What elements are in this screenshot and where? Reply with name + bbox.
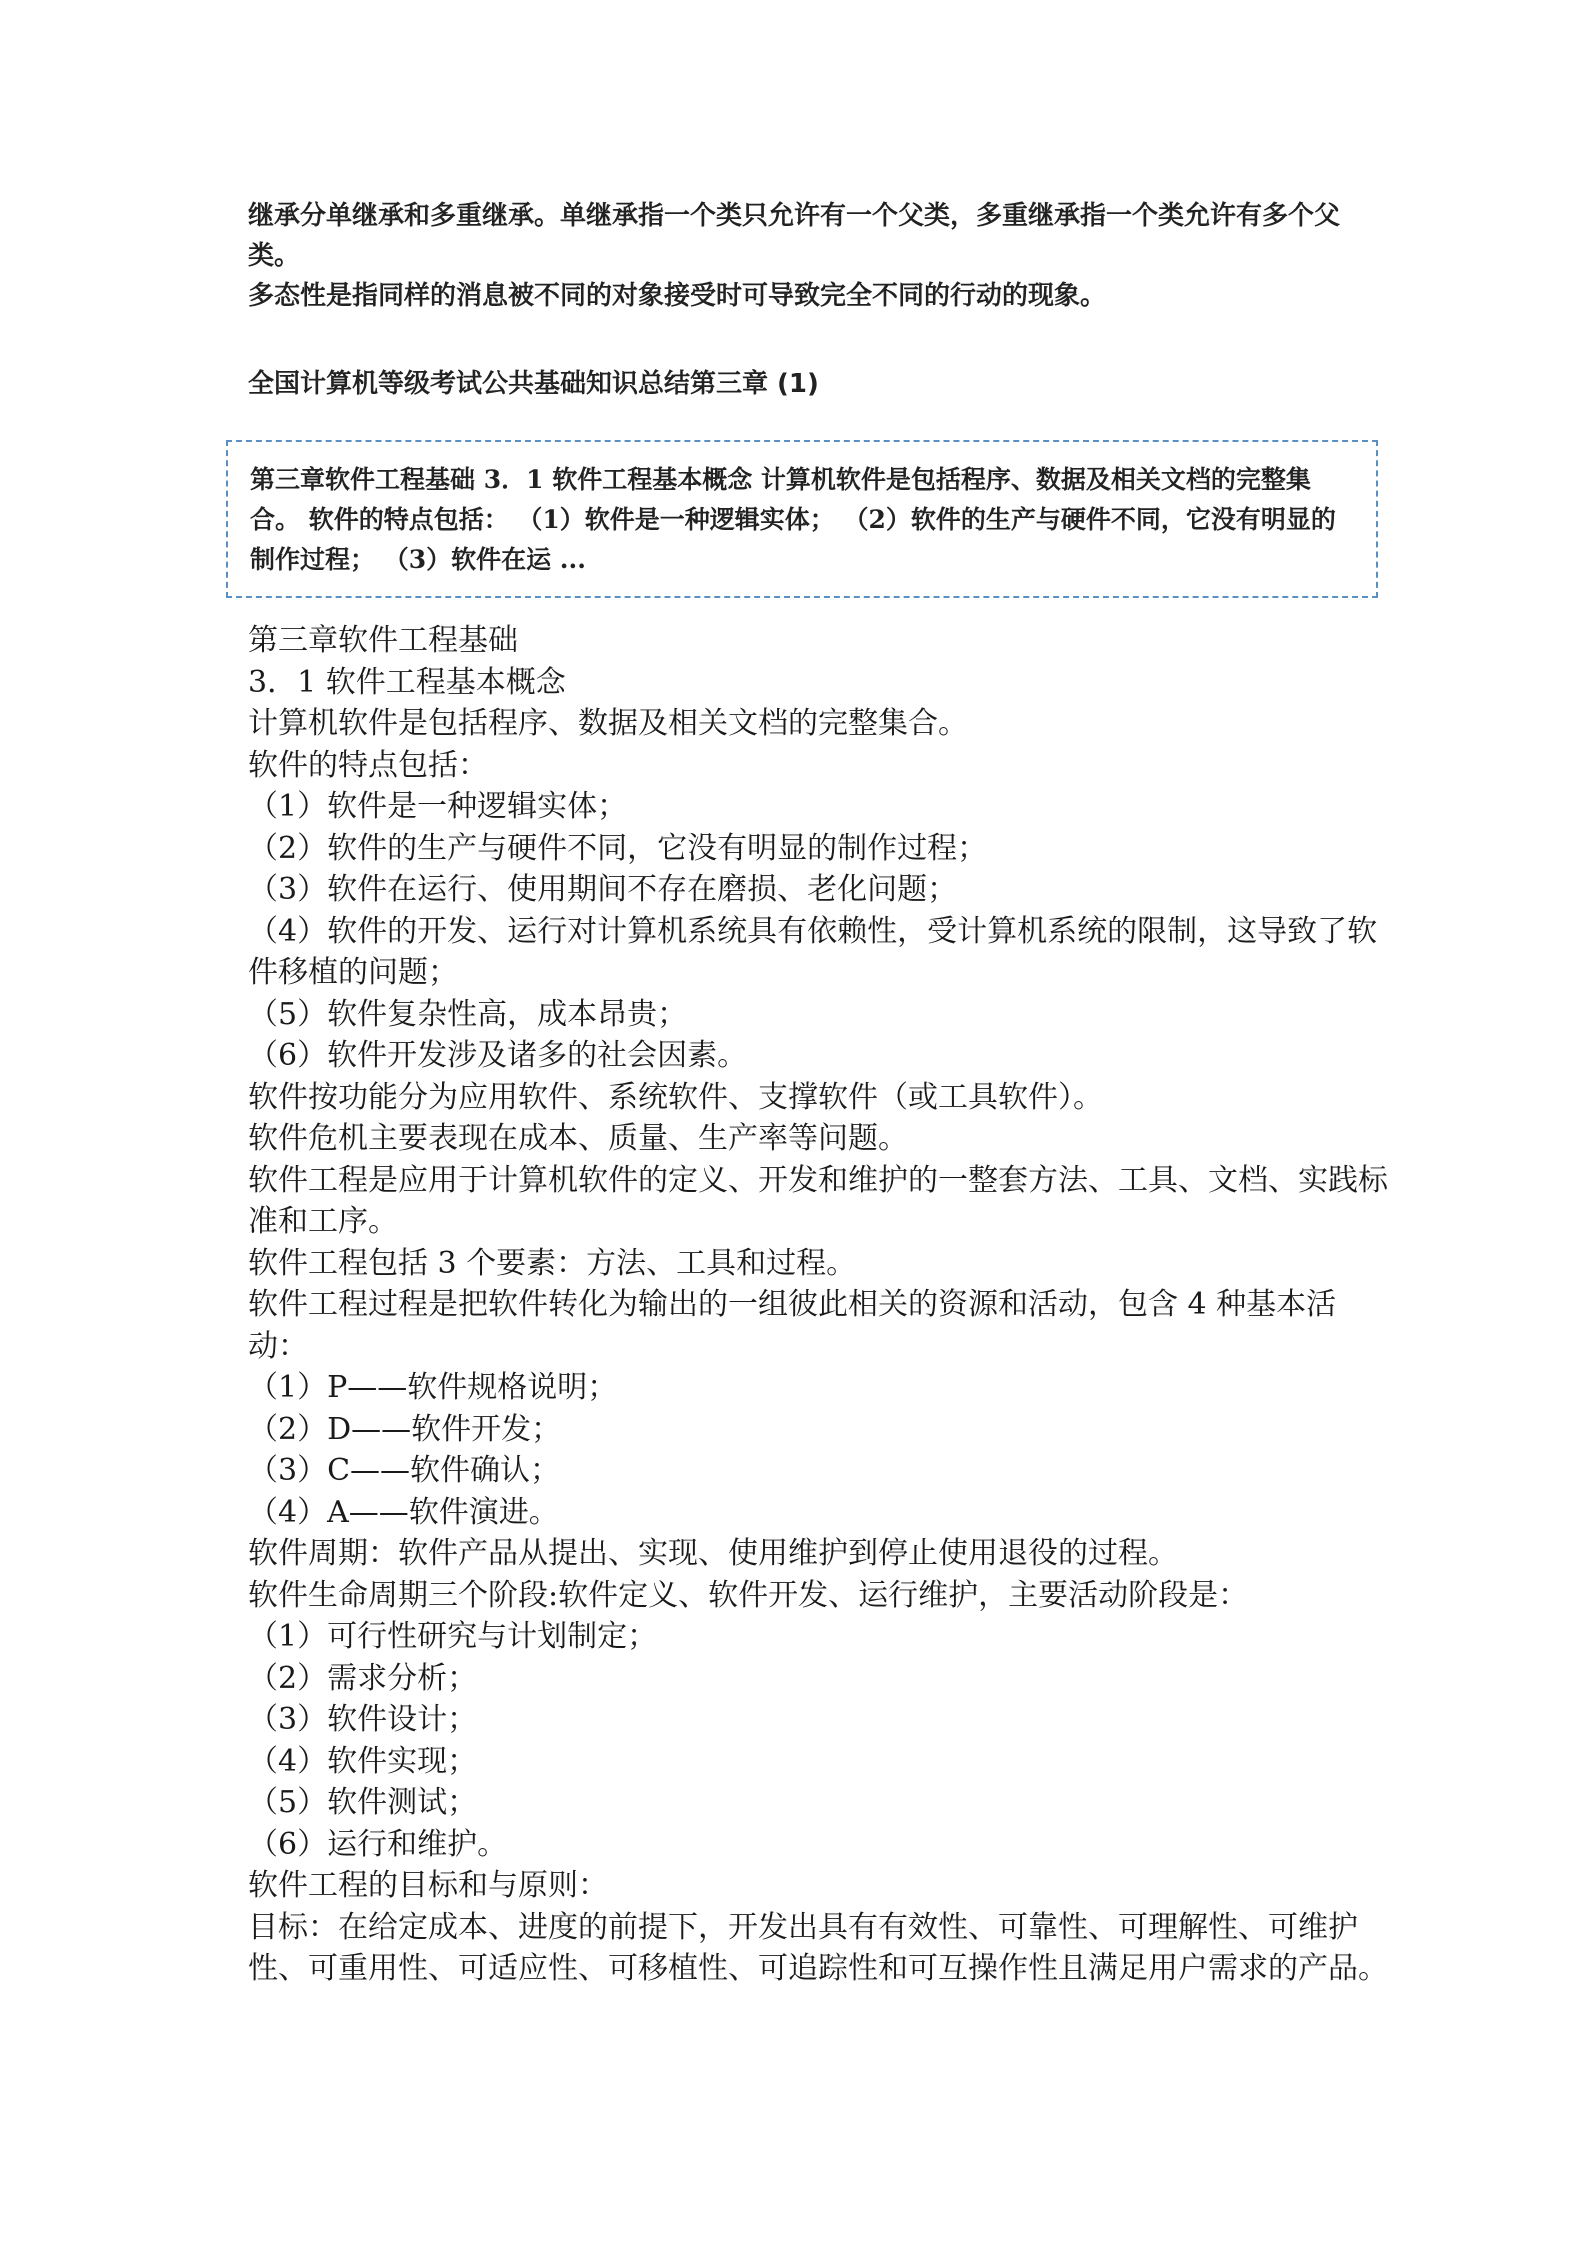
body-line: （4）软件实现； <box>248 1743 478 1779</box>
body-line: （6）软件开发涉及诸多的社会因素。 <box>248 1038 748 1073</box>
body-line: （4）A——软件演进。 <box>248 1494 559 1530</box>
body-line: （2）需求分析； <box>248 1660 478 1696</box>
body-line: （5）软件复杂性高，成本昂贵； <box>248 996 688 1032</box>
body-line: （5）软件测试； <box>248 1785 478 1820</box>
body-line: （1）可行性研究与计划制定； <box>248 1619 658 1654</box>
body-line: （1）P——软件规格说明； <box>248 1370 618 1405</box>
body-line: 软件工程的目标和与原则： <box>248 1868 608 1903</box>
body-line: （3）软件在运行、使用期间不存在磨损、老化问题； <box>248 872 958 907</box>
intro-line: 继承分单继承和多重继承。单继承指一个类只允许有一个父类，多重继承指一个类允许有多个父类。 <box>248 201 1341 271</box>
body-line: （2）软件的生产与硬件不同，它没有明显的制作过程； <box>248 830 988 866</box>
body-line: （3）软件设计； <box>248 1702 478 1737</box>
intro-line: 多态性是指同样的消息被不同的对象接受时可导致完全不同的行动的现象。 <box>248 281 1107 311</box>
body-line: 软件周期：软件产品从提出、实现、使用维护到停止使用退役的过程。 <box>248 1536 1178 1571</box>
body-line: （6）运行和维护。 <box>248 1826 508 1862</box>
body-line: （2）D——软件开发； <box>248 1411 562 1447</box>
body-line: 软件工程过程是把软件转化为输出的一组彼此相关的资源和活动，包含 4 种基本活动： <box>248 1287 1337 1364</box>
body-line: 软件工程包括 3 个要素：方法、工具和过程。 <box>248 1245 857 1281</box>
body-line: 第三章软件工程基础 <box>248 623 518 658</box>
body-line: 3．1 软件工程基本概念 <box>248 664 566 700</box>
body-line: （1）软件是一种逻辑实体； <box>248 789 628 824</box>
body-line: （4）软件的开发、运行对计算机系统具有依赖性，受计算机系统的限制，这导致了软件移植的问题； <box>248 913 1378 990</box>
intro-paragraphs <box>248 196 1378 316</box>
body-line: 目标：在给定成本、进度的前提下，开发出具有有效性、可靠性、可理解性、可维护性、可重用性、可适应性、可移植性、可追踪性和可互操作性且满足用户需求的产品。 <box>248 1909 1388 1986</box>
body-line: 软件工程是应用于计算机软件的定义、开发和维护的一整套方法、工具、文档、实践标准和工序。 <box>248 1162 1388 1239</box>
article-title[interactable]: 全国计算机等级考试公共基础知识总结第三章 (1) <box>248 369 819 399</box>
summary-box[interactable] <box>226 440 1378 598</box>
article-body <box>248 620 1388 1990</box>
body-line: 软件生命周期三个阶段:软件定义、软件开发、运行维护，主要活动阶段是： <box>248 1577 1249 1613</box>
body-line: （3）C——软件确认； <box>248 1453 561 1488</box>
body-line: 软件危机主要表现在成本、质量、生产率等问题。 <box>248 1121 908 1156</box>
body-line: 计算机软件是包括程序、数据及相关文档的完整集合。 <box>248 706 968 741</box>
summary-text: 第三章软件工程基础 3．1 软件工程基本概念 计算机软件是包括程序、数据及相关文档的完整集合。 软件的特点包括： （1）软件是一种逻辑实体； （2）软件的生产与硬件不同，它没有明显的制作过程； （3）软件在运 ... <box>250 465 1336 574</box>
body-line: 软件按功能分为应用软件、系统软件、支撑软件（或工具软件）。 <box>248 1079 1103 1115</box>
body-line: 软件的特点包括： <box>248 747 488 783</box>
